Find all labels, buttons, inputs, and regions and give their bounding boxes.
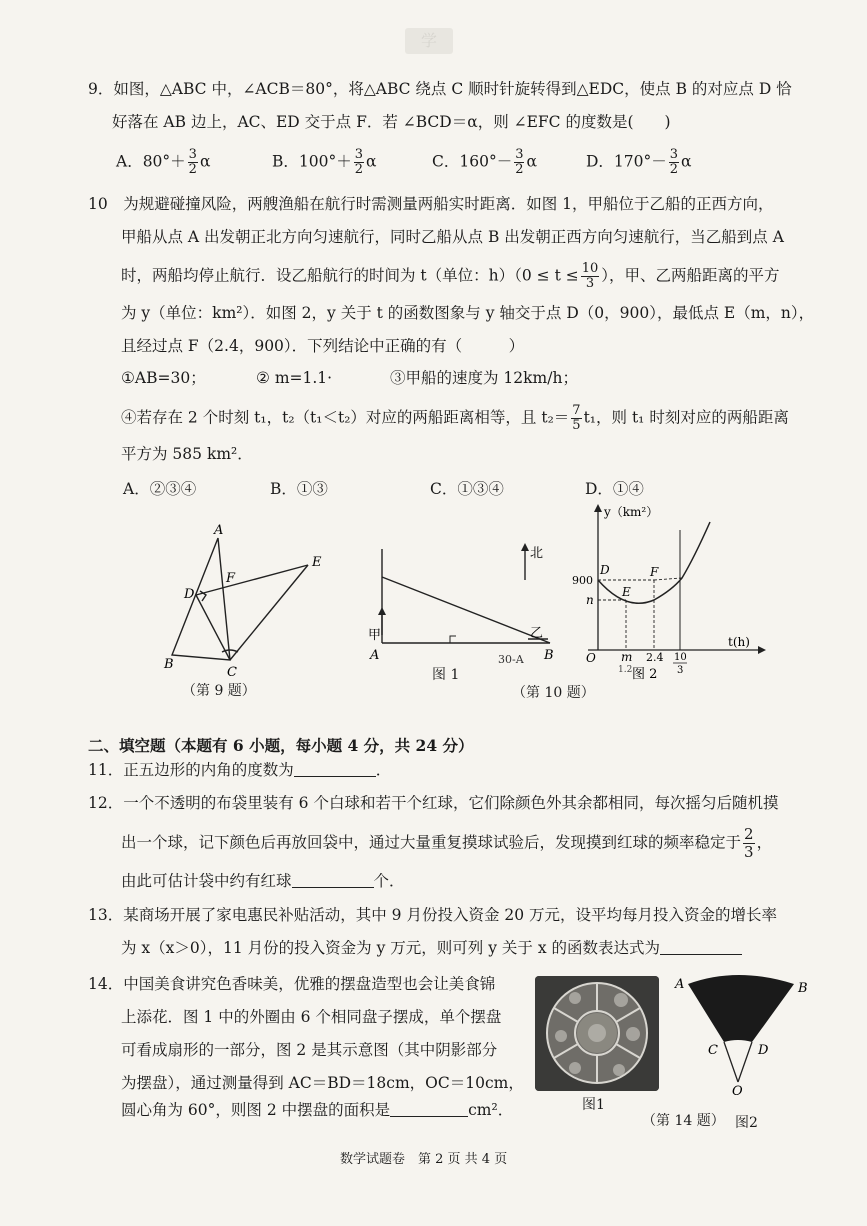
q10-statement-1: ①AB=30；	[121, 369, 206, 387]
fig10-2-tick-2-4: 2.4	[646, 651, 664, 664]
q14-label-o: O	[732, 1084, 743, 1099]
fig10-1-distance-line	[382, 577, 550, 643]
fig10-2-origin: O	[586, 651, 596, 665]
q14-shaded-plate	[688, 975, 794, 1042]
q14-line2: 上添花．图 1 中的外圈由 6 个相同盘子摆成，单个摆盘	[121, 1008, 502, 1026]
q14-line5: 圆心角为 60°，则图 2 中摆盘的面积是 cm²．	[121, 1101, 514, 1119]
fig9-segment-de	[196, 565, 308, 595]
fig10-2-label-e: E	[622, 585, 631, 599]
q10-line8: 平方为 585 km²．	[121, 445, 253, 463]
q11-line: 11．正五边形的内角的度数为 ．	[88, 761, 392, 779]
q12-line1: 12．一个不透明的布袋里装有 6 个白球和若干个红球，它们除颜色外其余都相同，每次摇匀后随机摸	[88, 794, 779, 812]
fig9-label-a: A	[214, 523, 224, 538]
q10-line2: 甲船从点 A 出发朝正北方向匀速航行，同时乙船从点 B 出发朝正西方向匀速航行，当乙船到点 A	[121, 228, 784, 246]
q9-line1: 9．如图，△ABC 中，∠ACB＝80°，将△ABC 绕点 C 顺时针旋转得到△EDC，使点 B 的对应点 D 恰	[88, 80, 792, 98]
fig10-1-north-label: 北	[530, 546, 544, 561]
q13-line1: 13．某商场开展了家电惠民补贴活动，其中 9 月份投入资金 20 万元，设平均每月投入资金的增长率	[88, 906, 778, 924]
q12-line2: 出一个球，记下颜色后再放回袋中，通过大量重复摸球试验后，发现摸到红球的频率稳定于 $\frac{2}{3}$ ，	[121, 825, 773, 861]
fig9-label-c: C	[227, 665, 237, 680]
q10-line4: 为 y（单位：km²）．如图 2，y 关于 t 的函数图象与 y 轴交于点 D（0，900），最低点 E（m，n），	[121, 304, 815, 322]
fig9-label-e: E	[312, 555, 322, 570]
fig10-1-handwritten: 30-A	[498, 653, 524, 665]
q11-answer-blank[interactable]	[294, 760, 376, 777]
q9-line2: 好落在 AB 边上，AC、ED 交于点 F．若 ∠BCD＝α，则 ∠EFC 的度数是( )	[112, 113, 671, 131]
q14-line3: 可看成扇形的一部分，图 2 是其示意图（其中阴影部分	[121, 1041, 498, 1059]
q14-radius-oc	[724, 1042, 738, 1082]
fig10-1-angle-mark	[450, 636, 456, 643]
q14-sector-figure	[672, 970, 822, 1100]
q14-answer-blank[interactable]	[390, 1100, 468, 1117]
q12-answer-blank[interactable]	[292, 871, 374, 888]
q10-statement-3: ③甲船的速度为 12km/h；	[390, 369, 578, 387]
q10-statement-2: ② m=1.1·	[256, 369, 333, 387]
fig10-2-label-d: D	[600, 563, 610, 577]
q12-line3: 由此可估计袋中约有红球 个．	[121, 872, 405, 890]
q10-line7: ④若存在 2 个时刻 t₁，t₂（t₁＜t₂）对应的两船距离相等，且 t₂＝ $\frac{7}{5}$ t₁，则 t₁ 时刻对应的两船距离	[121, 403, 789, 433]
q9-option-c: C．160°－ $\frac{3}{2}$ α	[432, 147, 537, 177]
plate-photo-image	[535, 976, 659, 1091]
q13-line2: 为 x（x＞0），11 月份的投入资金为 y 万元，则可列 y 关于 x 的函数表达式为	[121, 937, 742, 959]
fig9-caption: （第 9 题）	[182, 683, 256, 699]
section-2-heading: 二、填空题（本题有 6 小题，每小题 4 分，共 24 分）	[88, 736, 474, 755]
fig10-2-tick-3: 3	[677, 665, 684, 676]
fig9-angle-arc	[222, 650, 238, 652]
q10-option-a: A．②③④	[123, 480, 197, 498]
fig10-1-caption: 图 1	[432, 667, 460, 683]
fig10-2-handwritten: 1.2	[618, 665, 633, 675]
fig10-caption: （第 10 题）	[512, 685, 595, 701]
fig10-2-tick-10: 10	[674, 652, 687, 663]
q14-plate-photo	[535, 976, 659, 1091]
q9-option-b: B．100°＋ $\frac{3}{2}$ α	[272, 147, 377, 177]
q14-fig2-label: 图2	[735, 1115, 758, 1131]
q14-fig1-label: 图1	[582, 1097, 605, 1113]
q10-option-c: C．①③④	[430, 480, 504, 498]
fig9-segment-ec	[230, 565, 308, 660]
header-stamp: 学	[405, 28, 453, 54]
q14-radius-od	[738, 1042, 752, 1082]
fig10-2-ylabel: y（km²）	[604, 505, 659, 519]
fig10-1-yi-label: 乙	[530, 626, 544, 641]
q10-line3: 时，两船均停止航行．设乙船航行的时间为 t（单位：h）（0 ≤ t ≤ $\frac{10}{3}$ ），甲、乙两船距离的平方	[121, 261, 780, 291]
q13-answer-blank[interactable]	[660, 938, 742, 955]
fig10-2-label-f: F	[650, 565, 659, 579]
fig10-2-tick-n: n	[586, 593, 594, 607]
fig10-1-label-a: A	[370, 648, 380, 663]
q14-label-d: D	[758, 1043, 769, 1058]
q10-option-d: D．①④	[585, 480, 644, 498]
q14-label-c: C	[708, 1043, 718, 1058]
fig10-1-label-b: B	[544, 648, 554, 663]
fig10-2-xlabel: t(h)	[728, 635, 750, 649]
fig9-triangle-abc	[172, 538, 230, 660]
q14-label-a: A	[675, 977, 685, 992]
fig9-label-f: F	[226, 571, 236, 586]
fig10-2-tick-900: 900	[572, 574, 593, 587]
q10-option-b: B．①③	[270, 480, 328, 498]
q14-label-b: B	[798, 981, 808, 996]
q14-line1: 14．中国美食讲究色香味美，优雅的摆盘造型也会让美食锦	[88, 975, 496, 993]
figure-10-2	[570, 500, 770, 680]
figure-9	[160, 520, 340, 680]
fig10-2-tick-m: m	[621, 650, 633, 664]
page-footer: 数学试题卷 第 2 页 共 4 页	[340, 1152, 508, 1167]
fig9-label-b: B	[164, 657, 174, 672]
fig10-2-caption: 图 2	[632, 667, 658, 680]
q10-line5: 且经过点 F（2.4，900）．下列结论中正确的有（ ）	[121, 337, 525, 355]
q10-line1: 10 为规避碰撞风险，两艘渔船在航行时需测量两船实时距离．如图 1，甲船位于乙船的正西方向，	[88, 195, 774, 213]
q9-option-a: A．80°＋ $\frac{3}{2}$ α	[116, 147, 211, 177]
q14-caption: （第 14 题）	[642, 1113, 725, 1129]
figure-10-1	[360, 535, 570, 665]
q14-line4: 为摆盘），通过测量得到 AC＝BD＝18cm，OC＝10cm，	[121, 1074, 524, 1092]
fig9-label-d: D	[184, 587, 195, 602]
fig10-1-jia-label: 甲	[368, 628, 382, 643]
q9-option-d: D．170°－ $\frac{3}{2}$ α	[586, 147, 692, 177]
